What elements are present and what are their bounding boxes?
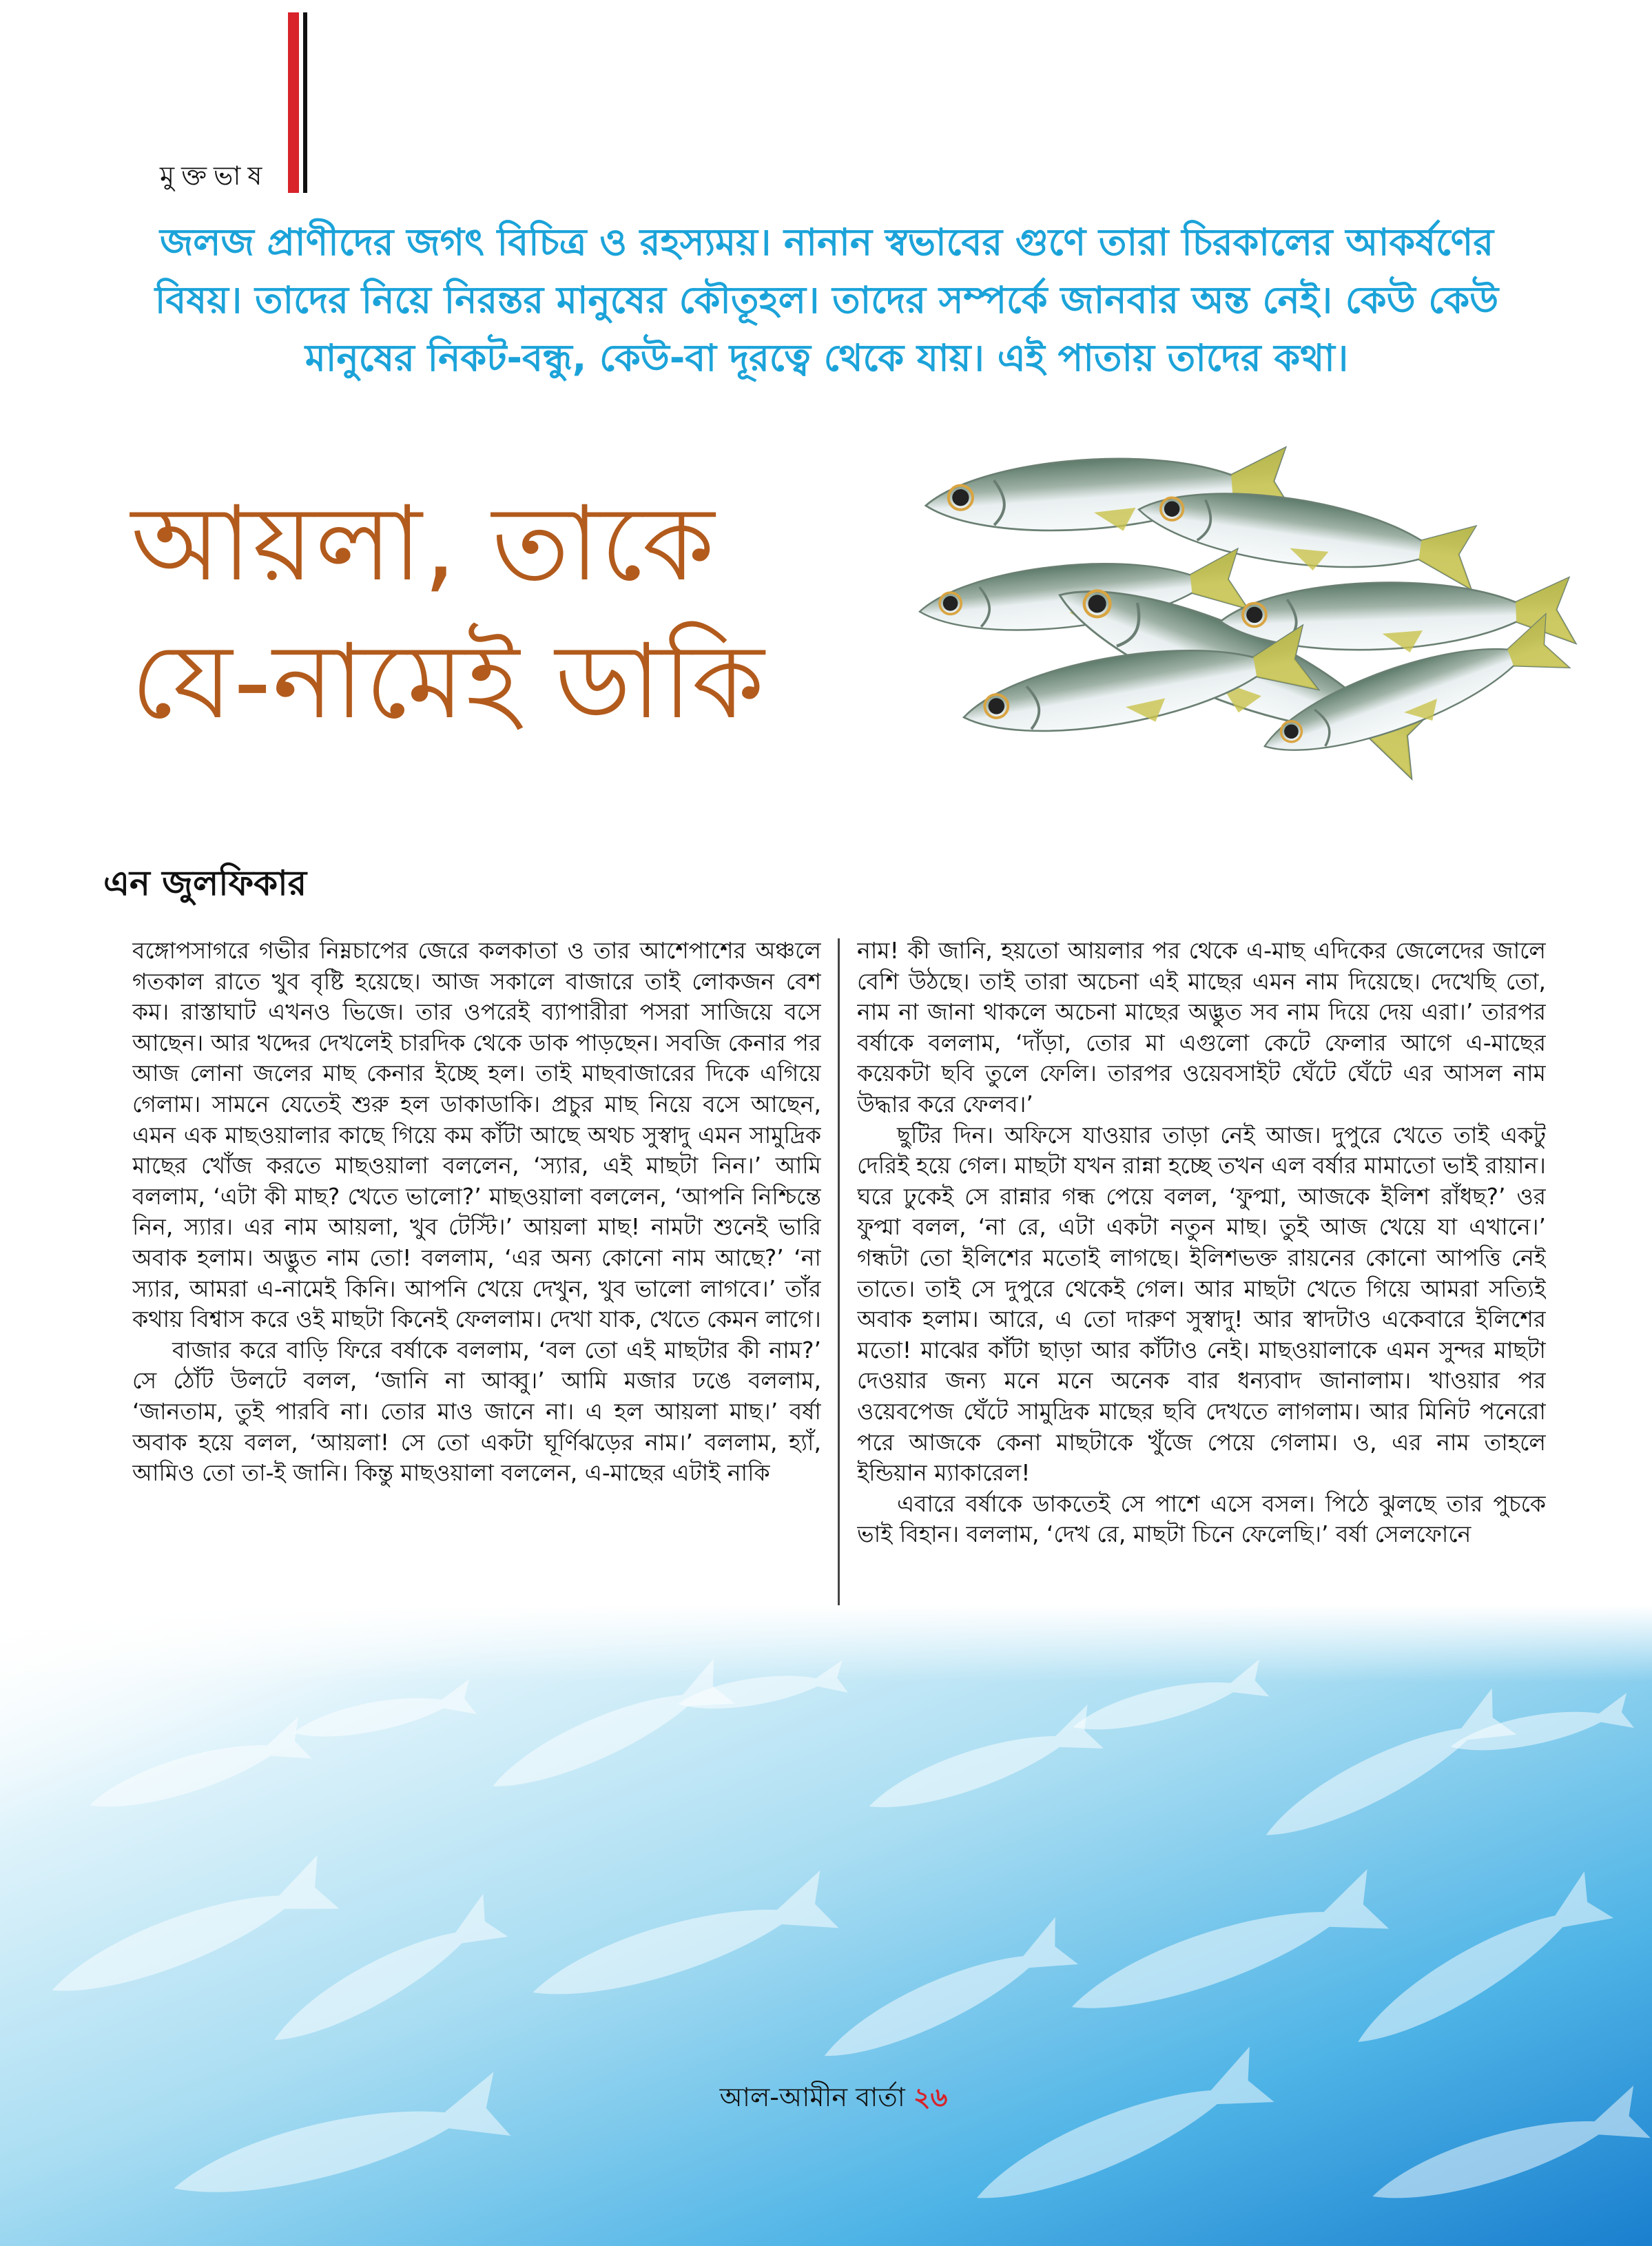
page-footer xyxy=(689,2077,978,2121)
intro-line: মানুষের নিকট-বন্ধু, কেউ-বা দূরত্বে থেকে যায়। এই পাতায় তাদের কথা। xyxy=(304,336,1349,380)
article-column-left xyxy=(132,936,821,1662)
intro-line: বিষয়। তাদের নিয়ে নিরন্তর মানুষের কৌতূহল। তাদের সম্পর্কে জানবার অন্ত নেই। কেউ কেউ xyxy=(154,278,1499,322)
section-marker-red-bar xyxy=(288,12,299,193)
article-paragraph: বাজার করে বাড়ি ফিরে বর্ষাকে বললাম, ‘বল তো এই মাছটার কী নাম?’ সে ঠোঁট উলটে বলল, ‘জানি না আব্বু।’ আমি মজার ঢঙে বললাম, ‘জানতাম, তুই পারবি না। তোর মাও জানে না। এ হল আয়লা মাছ।’ বর্ষা অবাক হয়ে বলল, ‘আয়লা! সে তো একটা ঘূর্ণিঝড়ের নাম।’ বললাম, হ্যাঁ, আমিও তো তা-ই জানি। কিন্তু মাছওয়ালা বললেন, এ-মাছের এটাই নাকি xyxy=(132,1336,821,1487)
article-paragraph: নাম! কী জানি, হয়তো আয়লার পর থেকে এ-মাছ এদিকের জেলেদের জালে বেশি উঠছে। তাই তারা অচেনা এই মাছের এমন নাম দিয়েছে। দেখেছি তো, নাম না জানা থাকলে অচেনা মাছের অদ্ভুত সব নাম দিয়ে দেয় এরা।’ তারপর বর্ষাকে বললাম, ‘দাঁড়া, তোর মা এগুলো কেটে ফেলার আগে এ-মাছের কয়েকটা ছবি তুলে ফেলি। তারপর ওয়েবসাইট ঘেঁটে ঘেঁটে এর আসল নাম উদ্ধার করে ফেলব।’ xyxy=(857,937,1546,1117)
ocean-school-of-fish-background xyxy=(0,1605,1652,2246)
headline-line: যে-নামেই ডাকি xyxy=(131,622,766,742)
article-paragraph: ছুটির দিন। অফিসে যাওয়ার তাড়া নেই আজ। দুপুরে খেতে তাই একটু দেরিই হয়ে গেল। মাছটা যখন রান্না হচ্ছে তখন এল বর্ষার মামাতো ভাই রায়ান। ঘরে ঢুকেই সে রান্নার গন্ধ পেয়ে বলল, ‘ফুপ্মা, আজকে ইলিশ রাঁধছ?’ ওর ফুপ্মা বলল, ‘না রে, এটা একটা নতুন মাছ। তুই আজ খেয়ে যা এখানে।’ গন্ধটা তো ইলিশের মতোই লাগছে। ইলিশভক্ত রায়নের কোনো আপত্তি নেই তাতে। তাই সে দুপুরে থেকেই গেল। আর মাছটা খেতে গিয়ে আমরা সত্যিই অবাক হলাম। আরে, এ তো দারুণ সুস্বাদু! আর স্বাদটাও একেবারে ইলিশের মতো! মাঝের কাঁটা ছাড়া আর কাঁটাও নেই। মাছওয়ালাকে এমন সুন্দর মাছটা দেওয়ার জন্য মনে মনে অনেক বার ধন্যবাদ জানালাম। খাওয়ার পর ওয়েবপেজ ঘেঁটে সামুদ্রিক মাছের ছবি দেখতে লাগলাম। আর মিনিট পনেরো পরে আজকে কেনা মাছটাকে খুঁজে পেয়ে গেলাম। ও, এর নাম তাহলে ইন্ডিয়ান ম্যাকারেল! xyxy=(857,1121,1546,1487)
intro-blurb xyxy=(103,214,1550,387)
author-byline: এন জুলফিকার xyxy=(103,863,307,903)
article-column-right xyxy=(857,936,1546,1662)
mackerel-fish-illustration xyxy=(896,427,1605,868)
section-marker-black-bar xyxy=(303,12,307,193)
column-divider xyxy=(838,938,840,1665)
headline xyxy=(131,475,958,751)
article-paragraph: বঙ্গোপসাগরে গভীর নিম্নচাপের জেরে কলকাতা ও তার আশেপাশের অঞ্চলে গতকাল রাতে খুব বৃষ্টি হয়েছে। আজ সকালে বাজারে তাই লোকজন বেশ কম। রাস্তাঘাট এখনও ভিজে। তার ওপরেই ব্যাপারীরা পসরা সাজিয়ে বসে আছেন। আর খদ্দের দেখলেই চারদিক থেকে ডাক পাড়ছেন। সবজি কেনার পর আজ লোনা জলের মাছ কেনার ইচ্ছে হল। তাই মাছবাজারের দিকে এগিয়ে গেলাম। সামনে যেতেই শুরু হল ডাকাডাকি। প্রচুর মাছ নিয়ে বসে আছেন, এমন এক মাছওয়ালার কাছে গিয়ে কম কাঁটা আছে অথচ সুস্বাদু এমন সামুদ্রিক মাছের খোঁজ করতে মাছওয়ালা বললেন, ‘স্যার, এই মাছটা নিন।’ আমি বললাম, ‘এটা কী মাছ? খেতে ভালো?’ মাছওয়ালা বললেন, ‘আপনি নিশ্চিন্তে নিন, স্যার। এর নাম আয়লা, খুব টেস্টি।’ আয়লা মাছ! নামটা শুনেই ভারি অবাক হলাম। অদ্ভুত নাম তো! বললাম, ‘এর অন্য কোনো নাম আছে?’ ‘না স্যার, আমরা এ-নামেই কিনি। আপনি খেয়ে দেখুন, খুব ভালো লাগবে।’ তাঁর কথায় বিশ্বাস করে ওই মাছটা কিনেই ফেললাম। দেখা যাক, খেতে কেমন লাগে। xyxy=(132,937,821,1333)
section-label: মুক্তভাষ xyxy=(160,161,269,191)
publication-name: আল-আমীন বার্তা xyxy=(719,2082,905,2112)
headline-line: আয়লা, তাকে xyxy=(131,484,716,604)
intro-line: জলজ প্রাণীদের জগৎ বিচিত্র ও রহস্যময়। নানান স্বভাবের গুণে তারা চিরকালের আকর্ষণের xyxy=(159,220,1494,264)
page-number: ২৬ xyxy=(913,2082,948,2112)
article-paragraph: এবারে বর্ষাকে ডাকতেই সে পাশে এসে বসল। পিঠে ঝুলছে তার পুচকে ভাই বিহান। বললাম, ‘দেখ রে, মাছটা চিনে ফেলেছি।’ বর্ষা সেলফোনে xyxy=(857,1490,1546,1548)
